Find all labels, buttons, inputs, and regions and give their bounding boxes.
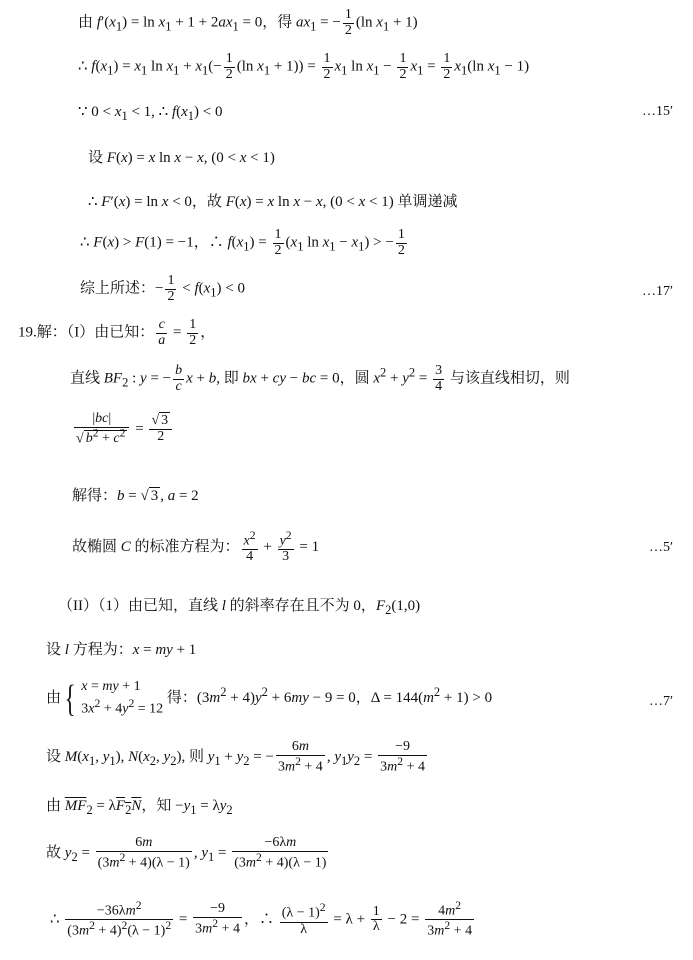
score-mark-17: …17′: [641, 284, 673, 299]
math-line-18: 故 $y_2$ = $\frac{6m}{(3m^2 + 4)(\lambda - 1)}$ , $y_1$ = $\frac{-6\lambda m}{(3m^2 + 4)(\lambda - 1)}$: [46, 835, 327, 871]
score-mark-7: …7′: [648, 694, 673, 709]
math-line-13: （II）（1）由已知，直线 l 的斜率存在且不为 0，$F_2(1,0)$: [58, 598, 421, 617]
math-line-14: 设 l 方程为：x = my + 1: [46, 642, 197, 658]
math-line-3: ∵ $0 < x_1 < 1$, ∴ $f(x_1) < 0$: [78, 104, 223, 123]
math-line-2: ∴ $f(x_1) = x_1$ $\ln x_1 + x_1(-$ $\frac{1}{2}$ (ln $x_1 + 1$)) = $\frac{1}{2}$ $x_1$ $\ln x_1$ − $\frac{1}{2}$ $x_1$ = $\frac{1}{2}$ $x_1(\ln$ $x_1 - 1$): [78, 51, 530, 82]
math-line-19: ∴ $\frac{-36\lambda m^2}{(3m^2 + 4)^2(\lambda - 1)^2}$ = $\frac{-9}{3m^2 + 4}$ ，∴ $\frac{(\lambda - 1)^2}{\lambda}$ = λ + $\frac{1}{\lambda}$ − 2 = $\frac{4m^2}{3m^2 + 4}$: [50, 899, 473, 939]
math-line-6: ∴ F(x) > F(1) = −1，∴ $f(x_1)$ = $\frac{1}{2}$ ($x_1$ $\ln x_1 - x_1$) > − $\frac{1}{2}$: [80, 227, 405, 258]
math-line-7: 综上所述：− $\frac{1}{2}$ < $f(x_1) < 0$: [80, 273, 245, 304]
math-line-17: 由 $\overline{MF}_2 = \lambda F_2N$，知 $-y_1 = \lambda y_2$: [46, 798, 233, 817]
math-line-12: 故椭圆 C 的标准方程为： $\frac{x^2}{4}$ + $\frac{y^2}{3}$ = 1: [72, 529, 320, 565]
math-line-11: 解得：b = √ 3 , a = 2: [72, 488, 199, 504]
math-line-4: 设 F(x) = x ln x − x, (0 < x < 1): [88, 150, 275, 166]
math-line-8: 19.解：（I）由已知： $\frac{c}{a}$ = $\frac{1}{2}$ ，: [18, 317, 216, 348]
math-line-16: 设 $M(x_1$, $y_1$), $N(x_2$, $y_2$), 则 $y_1 + y_2$ = − $\frac{6m}{3m^2 + 4}$ , $y_1y_2$ = $\frac{-9}{3m^2 + 4}$: [46, 739, 425, 775]
math-line-5: ∴ F′(x) = ln x < 0，故 F(x) = x ln x − x, (0 < x < 1) 单调递减: [88, 194, 458, 210]
math-line-1: 由 $f'(x_1) = \ln x_1 + 1 + 2ax_1 = 0$，得 $ax_1$ = − $\frac{1}{2}$ (ln $x_1 + 1$): [78, 7, 418, 38]
score-mark-15: …15′: [641, 104, 673, 119]
math-line-10: $\frac{|bc|}{√ b^2 + c^2}$ = $\frac{√ 3}{2}$: [72, 412, 174, 447]
math-line-9: 直线 $BF_2$ : y = − $\frac{b}{c}$ x + b, 即 bx + cy − bc = 0，圆 $x^2 + y^2$ = $\frac{3}{4}$ 与该直线相切，则: [70, 363, 570, 394]
math-line-15: 由{ x = my + 1 $3x^2 + 4y^2 = 12$ 得：$(3m^2 + 4)y^2 + 6my - 9 = 0$，$\Delta = 144(m^2 + 1) > 0$: [46, 677, 493, 720]
score-mark-5: …5′: [648, 540, 673, 555]
